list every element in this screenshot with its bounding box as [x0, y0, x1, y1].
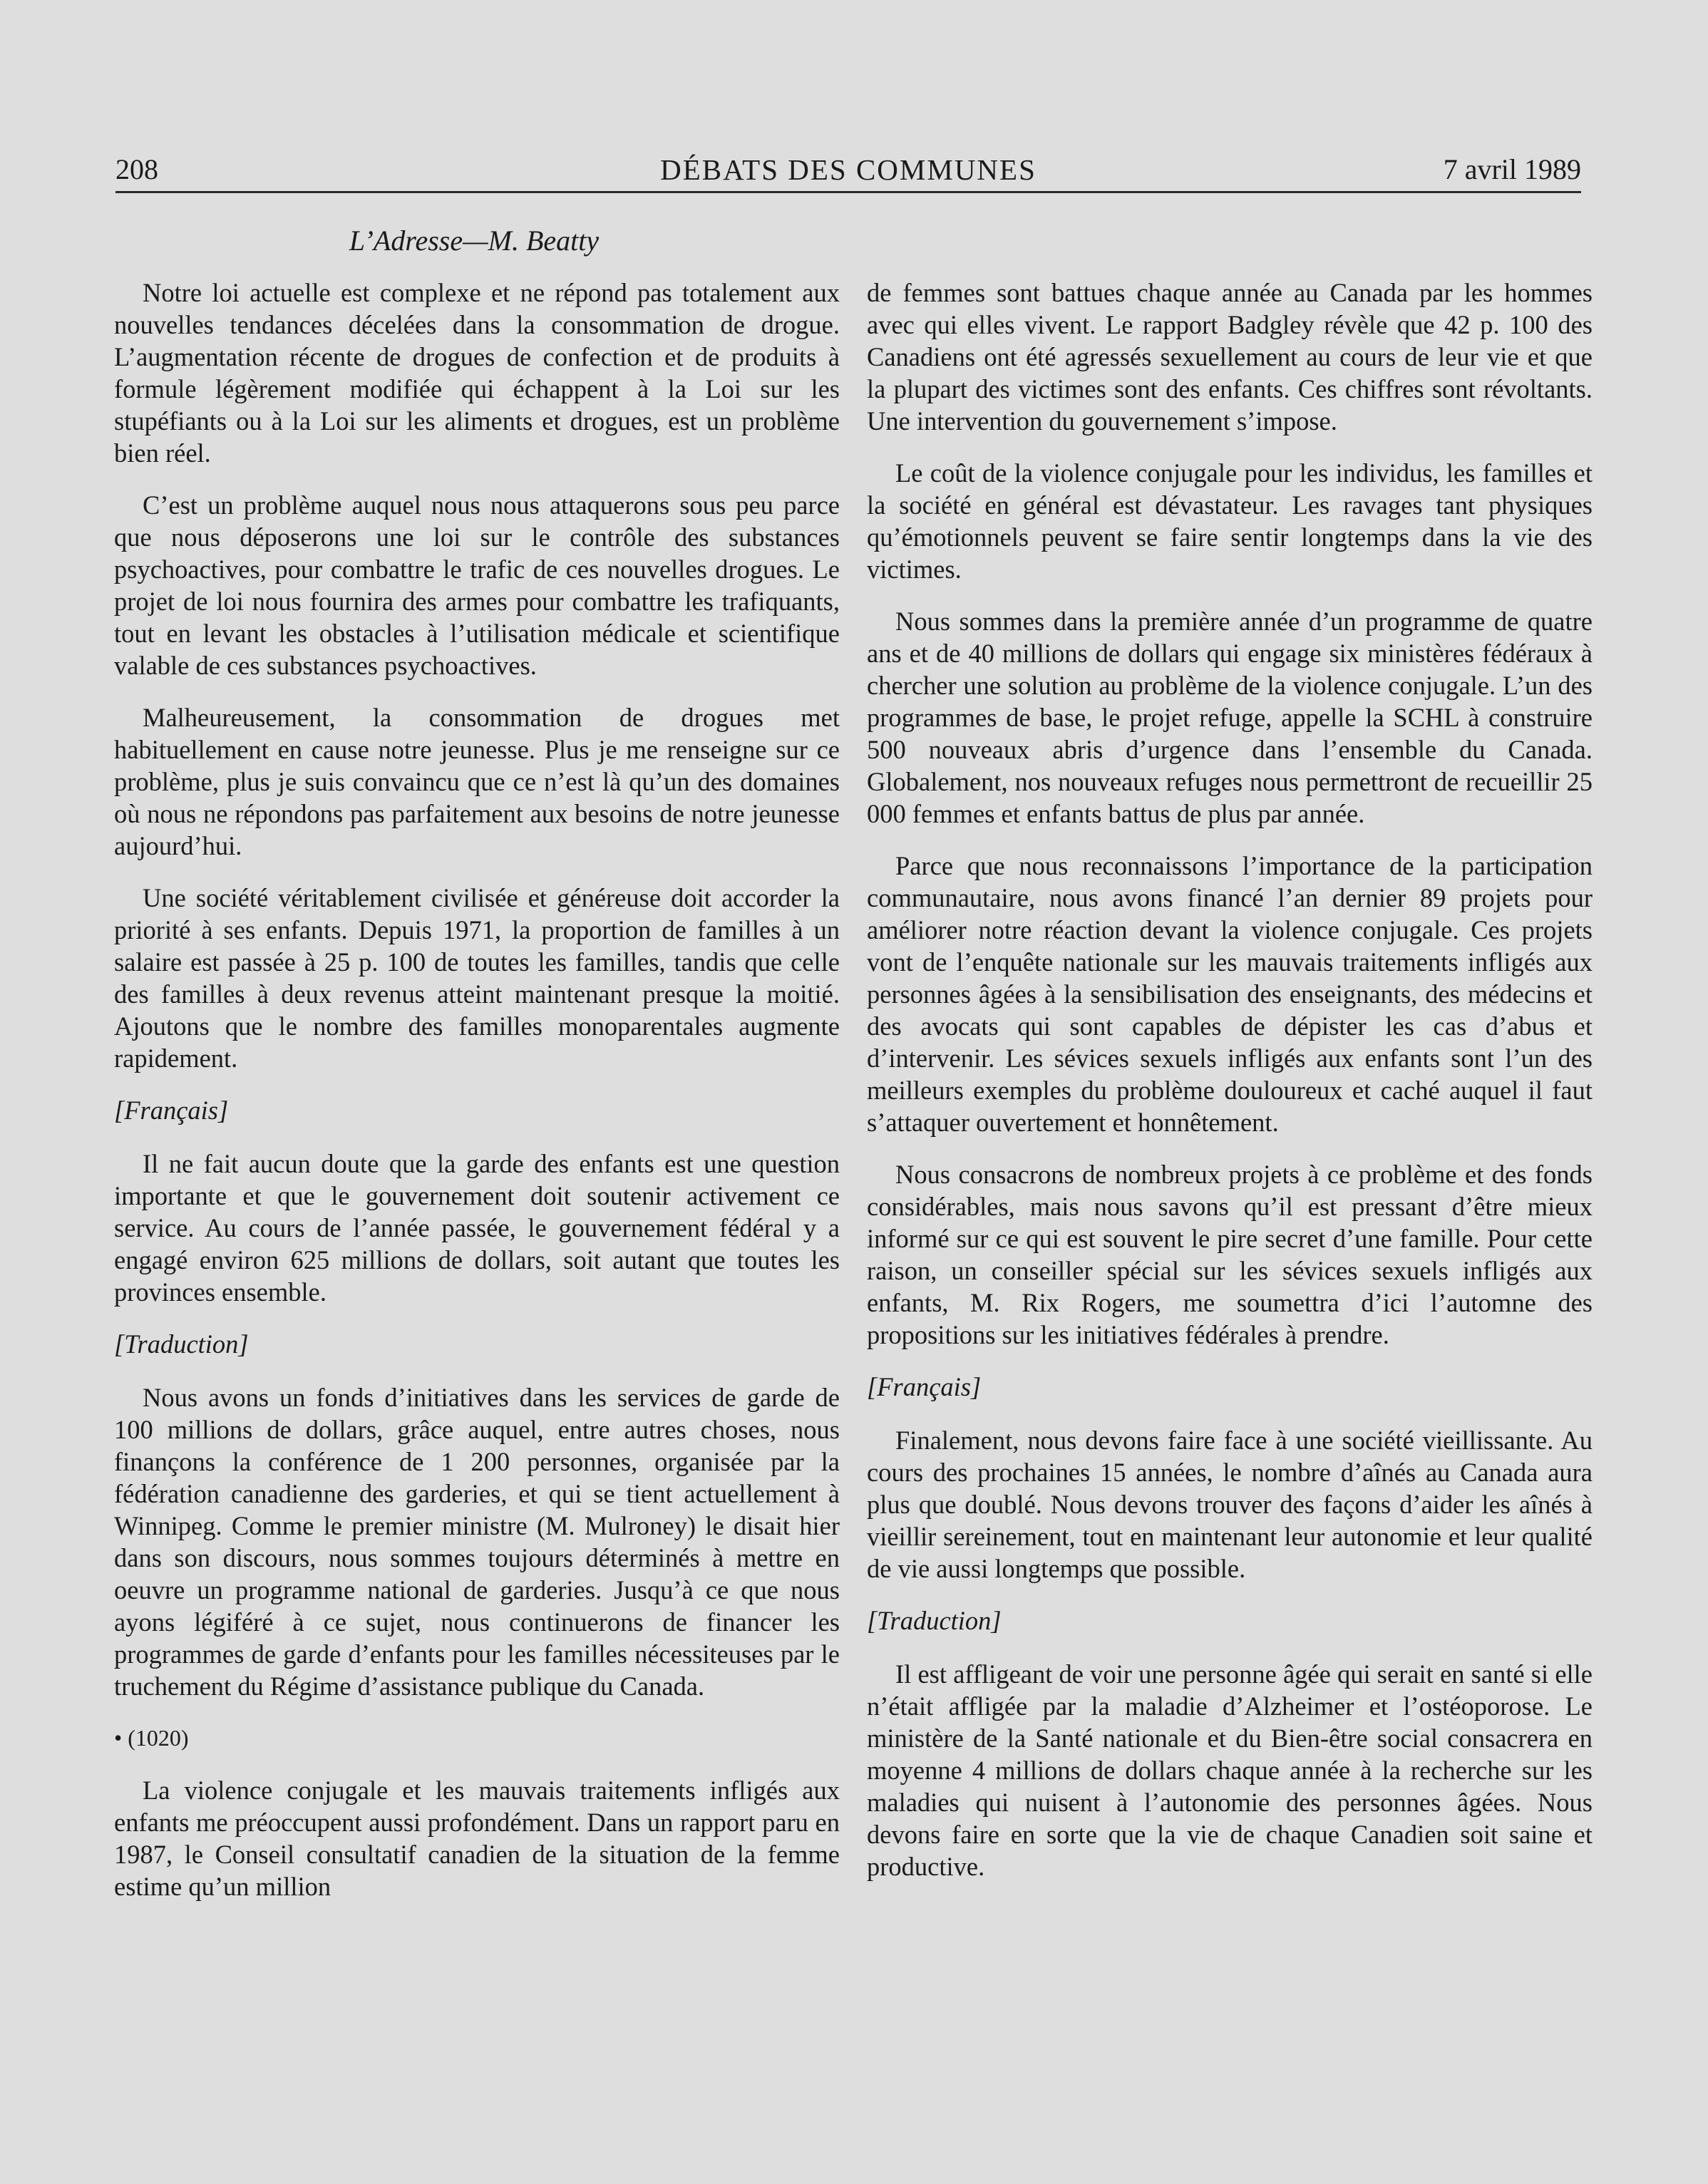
language-tag: [Traduction]: [867, 1606, 1002, 1635]
paragraph: La violence conjugale et les mauvais traitements infligés aux enfants me préoccupent aussi profondément. Dans un rapport paru en 1987, le Conseil consultatif canadien de la situation de la femme estime qu’un million: [114, 1776, 840, 1901]
paragraph: Nous consacrons de nombreux projets à ce problème et des fonds considérables, mais nous savons qu’il est pressant d’être mieux informé sur ce qui est souvent le pire secret d’une famille. Pour cette raison, un conseiller spécial sur les sévices sexuels infligés aux enfants, M. Rix Rogers, me soumettra d’ici l’automne des propositions sur les initiatives fédérales à prendre.: [867, 1160, 1593, 1349]
paragraph-continuation: de femmes sont battues chaque année au Canada par les hommes avec qui elles vivent. Le rapport Badgley révèle que 42 p. 100 des Canadiens ont été agressés sexuellement au cours de leur vie et que la plupart des victimes sont des enfants. Ces chiffres sont révoltants. Une intervention du gouvernement s’impose.: [867, 278, 1593, 436]
language-tag: [Français]: [114, 1096, 229, 1125]
page-header: [115, 151, 1581, 193]
section-subheading: L’Adresse—M. Beatty: [349, 225, 600, 257]
paragraph: Nous sommes dans la première année d’un programme de quatre ans et de 40 millions de dollars qui engage six ministères fédéraux à chercher une solution au problème de la violence conjugale. L’un des programmes de base, le projet refuge, appelle la SCHL à construire 500 nouveaux abris d’urgence dans l’ensemble du Canada. Globalement, nos nouveaux refuges nous permettront de recueillir 25 000 femmes et enfants battus de plus par année.: [867, 607, 1593, 828]
right-column: [867, 277, 1593, 1902]
paragraph: Le coût de la violence conjugale pour les individus, les familles et la société en général est dévastateur. Les ravages tant physiques qu’émotionnels peuvent se faire sentir longtemps dans la vie des victimes.: [867, 458, 1593, 584]
paragraph: Il ne fait aucun doute que la garde des enfants est une question importante et que le gouvernement doit soutenir activement ce service. Au cours de l’année passée, le gouvernement fédéral y a engagé environ 625 millions de dollars, soit autant que toutes les provinces ensemble.: [114, 1149, 840, 1307]
publication-date: 7 avril 1989: [1443, 153, 1581, 185]
page-number: 208: [115, 153, 158, 185]
paragraph: Malheureusement, la consommation de drogues met habituellement en cause notre jeunesse. Plus je me renseigne sur ce problème, plus je suis convaincu que ce n’est là qu’un des domaines où nous ne répondons pas parfaitement aux besoins de notre jeunesse aujourd’hui.: [114, 703, 840, 860]
language-tag: [Français]: [867, 1372, 982, 1401]
left-column: [114, 277, 840, 1922]
paragraph: C’est un problème auquel nous nous attaquerons sous peu parce que nous déposerons une loi sur le contrôle des substances psychoactives, pour combattre le trafic de ces nouvelles drogues. Le projet de loi nous fournira des armes pour combattre les trafiquants, tout en levant les obstacles à l’utilisation médicale et scientifique valable de ces substances psychoactives.: [114, 490, 840, 680]
paragraph: Notre loi actuelle est complexe et ne répond pas totalement aux nouvelles tendances décelées dans la consommation de drogue. L’augmentation récente de drogues de confection et de produits à formule légèrement modifiée qui échappent à la Loi sur les stupéfiants ou à la Loi sur les aliments et drogues, est un problème bien réel.: [114, 278, 840, 468]
paragraph: Nous avons un fonds d’initiatives dans les services de garde de 100 millions de dollars, grâce auquel, entre autres choses, nous finançons la conférence de 1 200 personnes, organisée par la fédération canadienne des garderies, et qui se tient actuellement à Winnipeg. Comme le premier ministre (M. Mulroney) le disait hier dans son discours, nous sommes toujours déterminés à mettre en oeuvre un programme national de garderies. Jusqu’à ce que nous ayons légiféré à ce sujet, nous continuerons de financer les programmes de garde d’enfants pour les familles nécessiteuses par le truchement du Régime d’assistance publique du Canada.: [114, 1383, 840, 1701]
paragraph: Parce que nous reconnaissons l’importance de la participation communautaire, nous avons financé l’an dernier 89 projets pour améliorer notre réaction devant la violence conjugale. Ces projets vont de l’enquête nationale sur les mauvais traitements infligés aux personnes âgées à la sensibilisation des enseignants, des médecins et des avocats qui sont capables de dépister les cas d’abus et d’intervenir. Les sévices sexuels infligés aux enfants sont l’un des meilleurs exemples du problème douloureux et caché auquel il faut s’attaquer ouvertement et honnêtement.: [867, 851, 1593, 1137]
paragraph: Finalement, nous devons faire face à une société vieillissante. Au cours des prochaines 15 années, le nombre d’aînés au Canada aura plus que doublé. Nous devons trouver des façons d’aider les aînés à vieillir sereinement, tout en maintenant leur autonomie et leur qualité de vie aussi longtemps que possible.: [867, 1426, 1593, 1583]
publication-title: DÉBATS DES COMMUNES: [660, 153, 1036, 186]
language-tag: [Traduction]: [114, 1329, 249, 1359]
time-marker: • (1020): [114, 1725, 189, 1751]
paragraph: Une société véritablement civilisée et généreuse doit accorder la priorité à ses enfants. Depuis 1971, la proportion de familles à un salaire est passée à 25 p. 100 de toutes les familles, tandis que celle des familles à deux revenus atteint maintenant presque la moitié. Ajoutons que le nombre des familles monoparentales augmente rapidement.: [114, 883, 840, 1073]
paragraph: Il est affligeant de voir une personne âgée qui serait en santé si elle n’était affligée par la maladie d’Alzheimer et l’ostéoporose. Le ministère de la Santé nationale et du Bien-être social consacrera en moyenne 4 millions de dollars chaque année à la recherche sur les maladies qui nuisent à l’autonomie des personnes âgées. Nous devons faire en sorte que la vie de chaque Canadien soit saine et productive.: [867, 1659, 1593, 1881]
